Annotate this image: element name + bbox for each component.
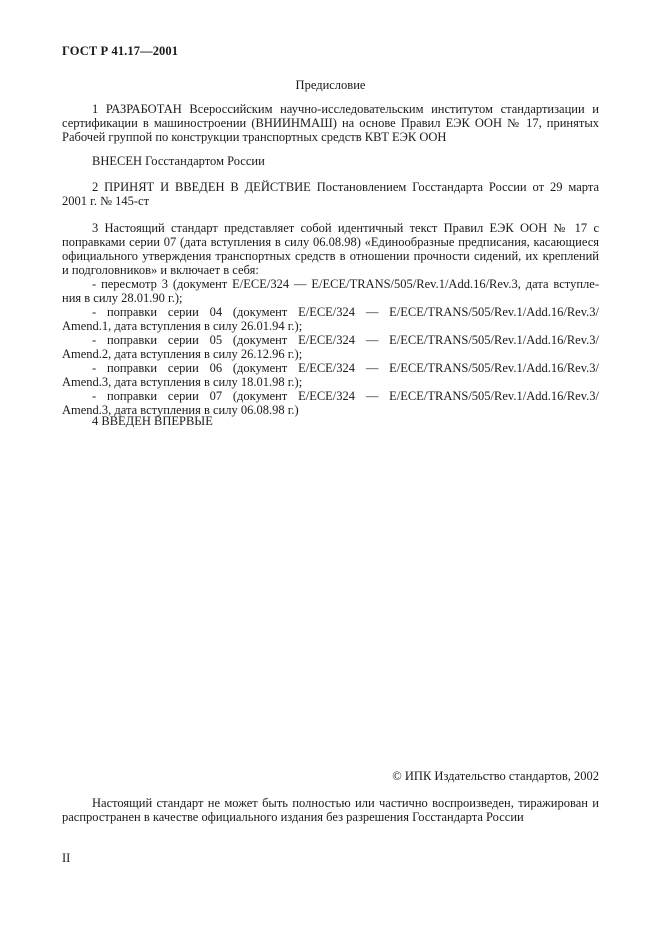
copyright-notice: © ИПК Издательство стандартов, 2002 [392, 769, 599, 783]
document-code-header: ГОСТ Р 41.17—2001 [62, 44, 179, 58]
page-number: II [62, 851, 71, 865]
paragraph-developed-by [62, 102, 599, 144]
list-item-line: Amend.2, дата вступления в силу 26.12.96 г.); [62, 347, 303, 361]
list-item-line: Amend.1, дата вступления в силу 26.01.94 г.); [62, 319, 303, 333]
paragraph-line: 4 ВВЕДЕН ВПЕРВЫЕ [92, 414, 213, 428]
foreword-title: Предисловие [295, 78, 366, 92]
notice-line: Настоящий стандарт не может быть полностью или частично воспроизведен, тиражирован и [92, 796, 599, 810]
paragraph-submitted-by [62, 154, 599, 168]
paragraph-line: 2001 г. № 145-ст [62, 194, 150, 208]
paragraph-content-description [62, 221, 599, 417]
list-item-line: Amend.3, дата вступления в силу 06.08.98 г.) [62, 403, 299, 417]
paragraph-line: и подголовников» и включает в себя: [62, 263, 259, 277]
reproduction-notice [62, 796, 599, 824]
list-item-line: - поправки серии 06 (документ E/ECE/324 — E/ECE/TRANS/505/Rev.1/Add.16/Rev.3/ [92, 361, 599, 375]
list-item-line: - пересмотр 3 (документ E/ECE/324 — E/ECE/TRANS/505/Rev.1/Add.16/Rev.3, дата вступле- [92, 277, 599, 291]
paragraph-first-introduced [62, 414, 599, 428]
list-item-line: ния в силу 28.01.90 г.); [62, 291, 183, 305]
paragraph-line: сертификации в машиностроении (ВНИИНМАШ) на основе Правил ЕЭК ООН № 17, принятых [62, 116, 599, 130]
list-item-line: - поправки серии 05 (документ E/ECE/324 — E/ECE/TRANS/505/Rev.1/Add.16/Rev.3/ [92, 333, 599, 347]
paragraph-adopted [62, 180, 599, 208]
list-item-line: - поправки серии 07 (документ E/ECE/324 — E/ECE/TRANS/505/Rev.1/Add.16/Rev.3/ [92, 389, 599, 403]
paragraph-line: Рабочей группой по конструкции транспортных средств КВТ ЕЭК ООН [62, 130, 447, 144]
list-item-line: - поправки серии 04 (документ E/ECE/324 — E/ECE/TRANS/505/Rev.1/Add.16/Rev.3/ [92, 305, 599, 319]
paragraph-line: 2 ПРИНЯТ И ВВЕДЕН В ДЕЙСТВИЕ Постановлением Госстандарта России от 29 марта [92, 180, 599, 194]
list-item-line: Amend.3, дата вступления в силу 18.01.98 г.); [62, 375, 303, 389]
paragraph-line: поправками серии 07 (дата вступления в силу 06.08.98) «Единообразные предписания, касающиеся [62, 235, 599, 249]
paragraph-line: 1 РАЗРАБОТАН Всероссийским научно-исследовательским институтом стандартизации и [92, 102, 599, 116]
paragraph-line: 3 Настоящий стандарт представляет собой идентичный текст Правил ЕЭК ООН № 17 с [92, 221, 599, 235]
paragraph-line: официального утверждения транспортных средств в отношении прочности сидений, их креплений [62, 249, 599, 263]
paragraph-line: ВНЕСЕН Госстандартом России [92, 154, 265, 168]
notice-line: распространен в качестве официального издания без разрешения Госстандарта России [62, 810, 524, 824]
